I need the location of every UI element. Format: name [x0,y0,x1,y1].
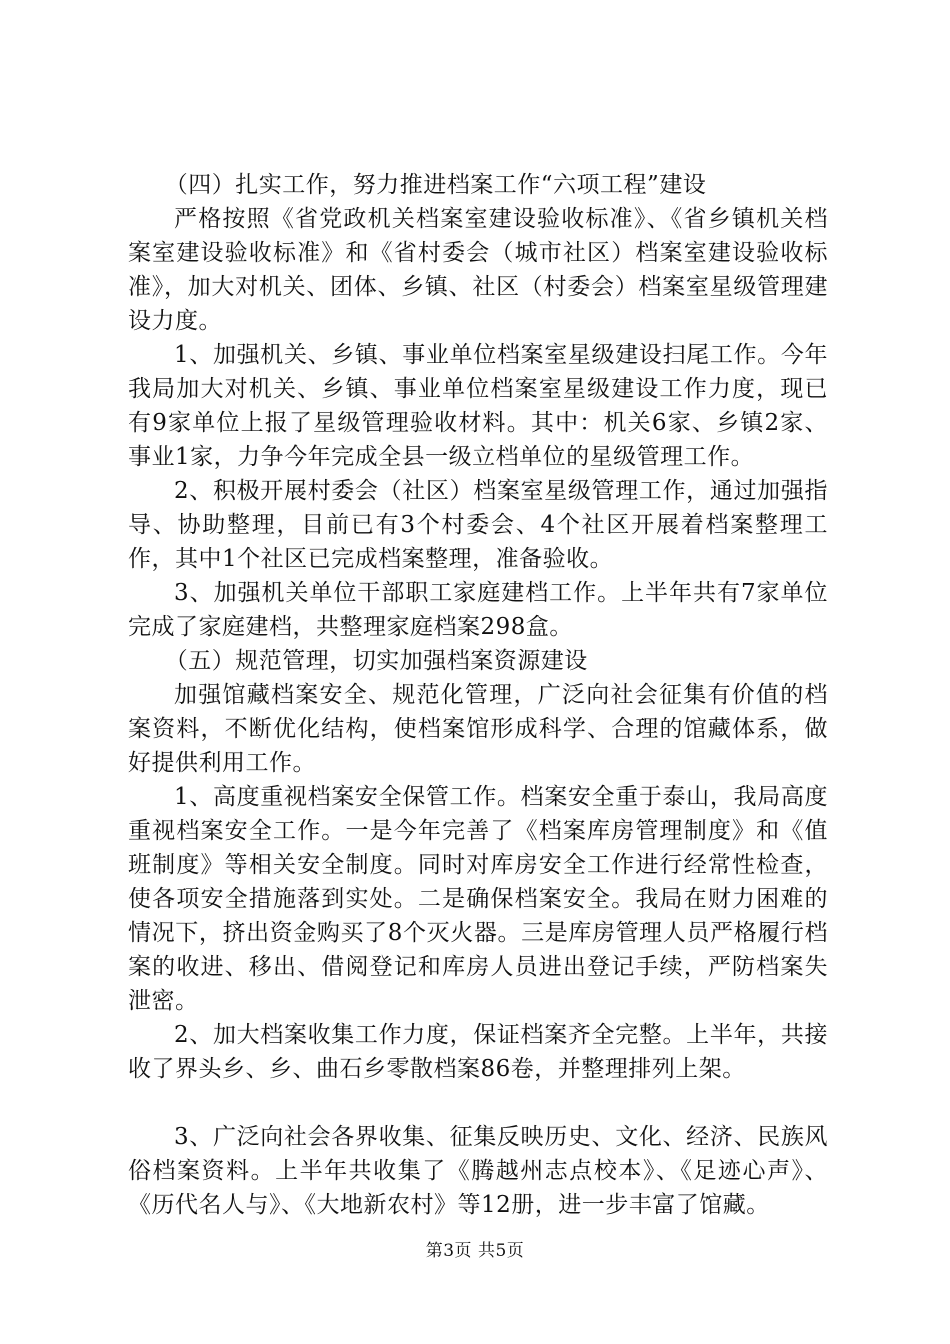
paragraph: 严格按照《省党政机关档案室建设验收标准》、《省乡镇机关档案室建设验收标准》和《省村委会（城市社区）档案室建设验收标准》，加大对机关、团体、乡镇、社区（村委会）档案室星级管理建设力度。 [128,206,828,334]
paragraph: 1、高度重视档案安全保管工作。档案安全重于泰山，我局高度重视档案安全工作。一是今年完善了《档案库房管理制度》和《值班制度》等相关安全制度。同时对库房安全工作进行经常性检查，使各项安全措施落到实处。二是确保档案安全。我局在财力困难的情况下，挤出资金购买了8个灭火器。三是库房管理人员严格履行档案的收进、移出、借阅登记和库房人员进出登记手续，严防档案失泄密。 [128,784,828,1014]
section-heading-5: （五）规范管理，切实加强档案资源建设 [164,648,588,674]
paragraph: 2、加大档案收集工作力度，保证档案齐全完整。上半年，共接收了界头乡、乡、曲石乡零散档案86卷，并整理排列上架。 [128,1022,828,1082]
page-number: 第3页 共5页 [425,1241,525,1261]
paragraph: 1、加强机关、乡镇、事业单位档案室星级建设扫尾工作。今年我局加大对机关、乡镇、事业单位档案室星级建设工作力度，现已有9家单位上报了星级管理验收材料。其中：机关6家、乡镇2家、事业1家，力争今年完成全县一级立档单位的星级管理工作。 [128,342,828,470]
paragraph: 3、广泛向社会各界收集、征集反映历史、文化、经济、民族风俗档案资料。上半年共收集了《腾越州志点校本》、《足迹心声》、《历代名人与》、《大地新农村》等12册，进一步丰富了馆藏。 [128,1124,828,1218]
paragraph: 3、加强机关单位干部职工家庭建档工作。上半年共有7家单位完成了家庭建档，共整理家庭档案298盒。 [128,580,828,640]
document-body [128,168,828,1222]
paragraph: 2、积极开展村委会（社区）档案室星级管理工作，通过加强指导、协助整理，目前已有3个村委会、4个社区开展着档案整理工作，其中1个社区已完成档案整理，准备验收。 [128,478,828,572]
paragraph: 加强馆藏档案安全、规范化管理，广泛向社会征集有价值的档案资料，不断优化结构，使档案馆形成科学、合理的馆藏体系，做好提供利用工作。 [128,682,828,776]
section-heading-4: （四）扎实工作，努力推进档案工作“六项工程”建设 [164,172,707,198]
